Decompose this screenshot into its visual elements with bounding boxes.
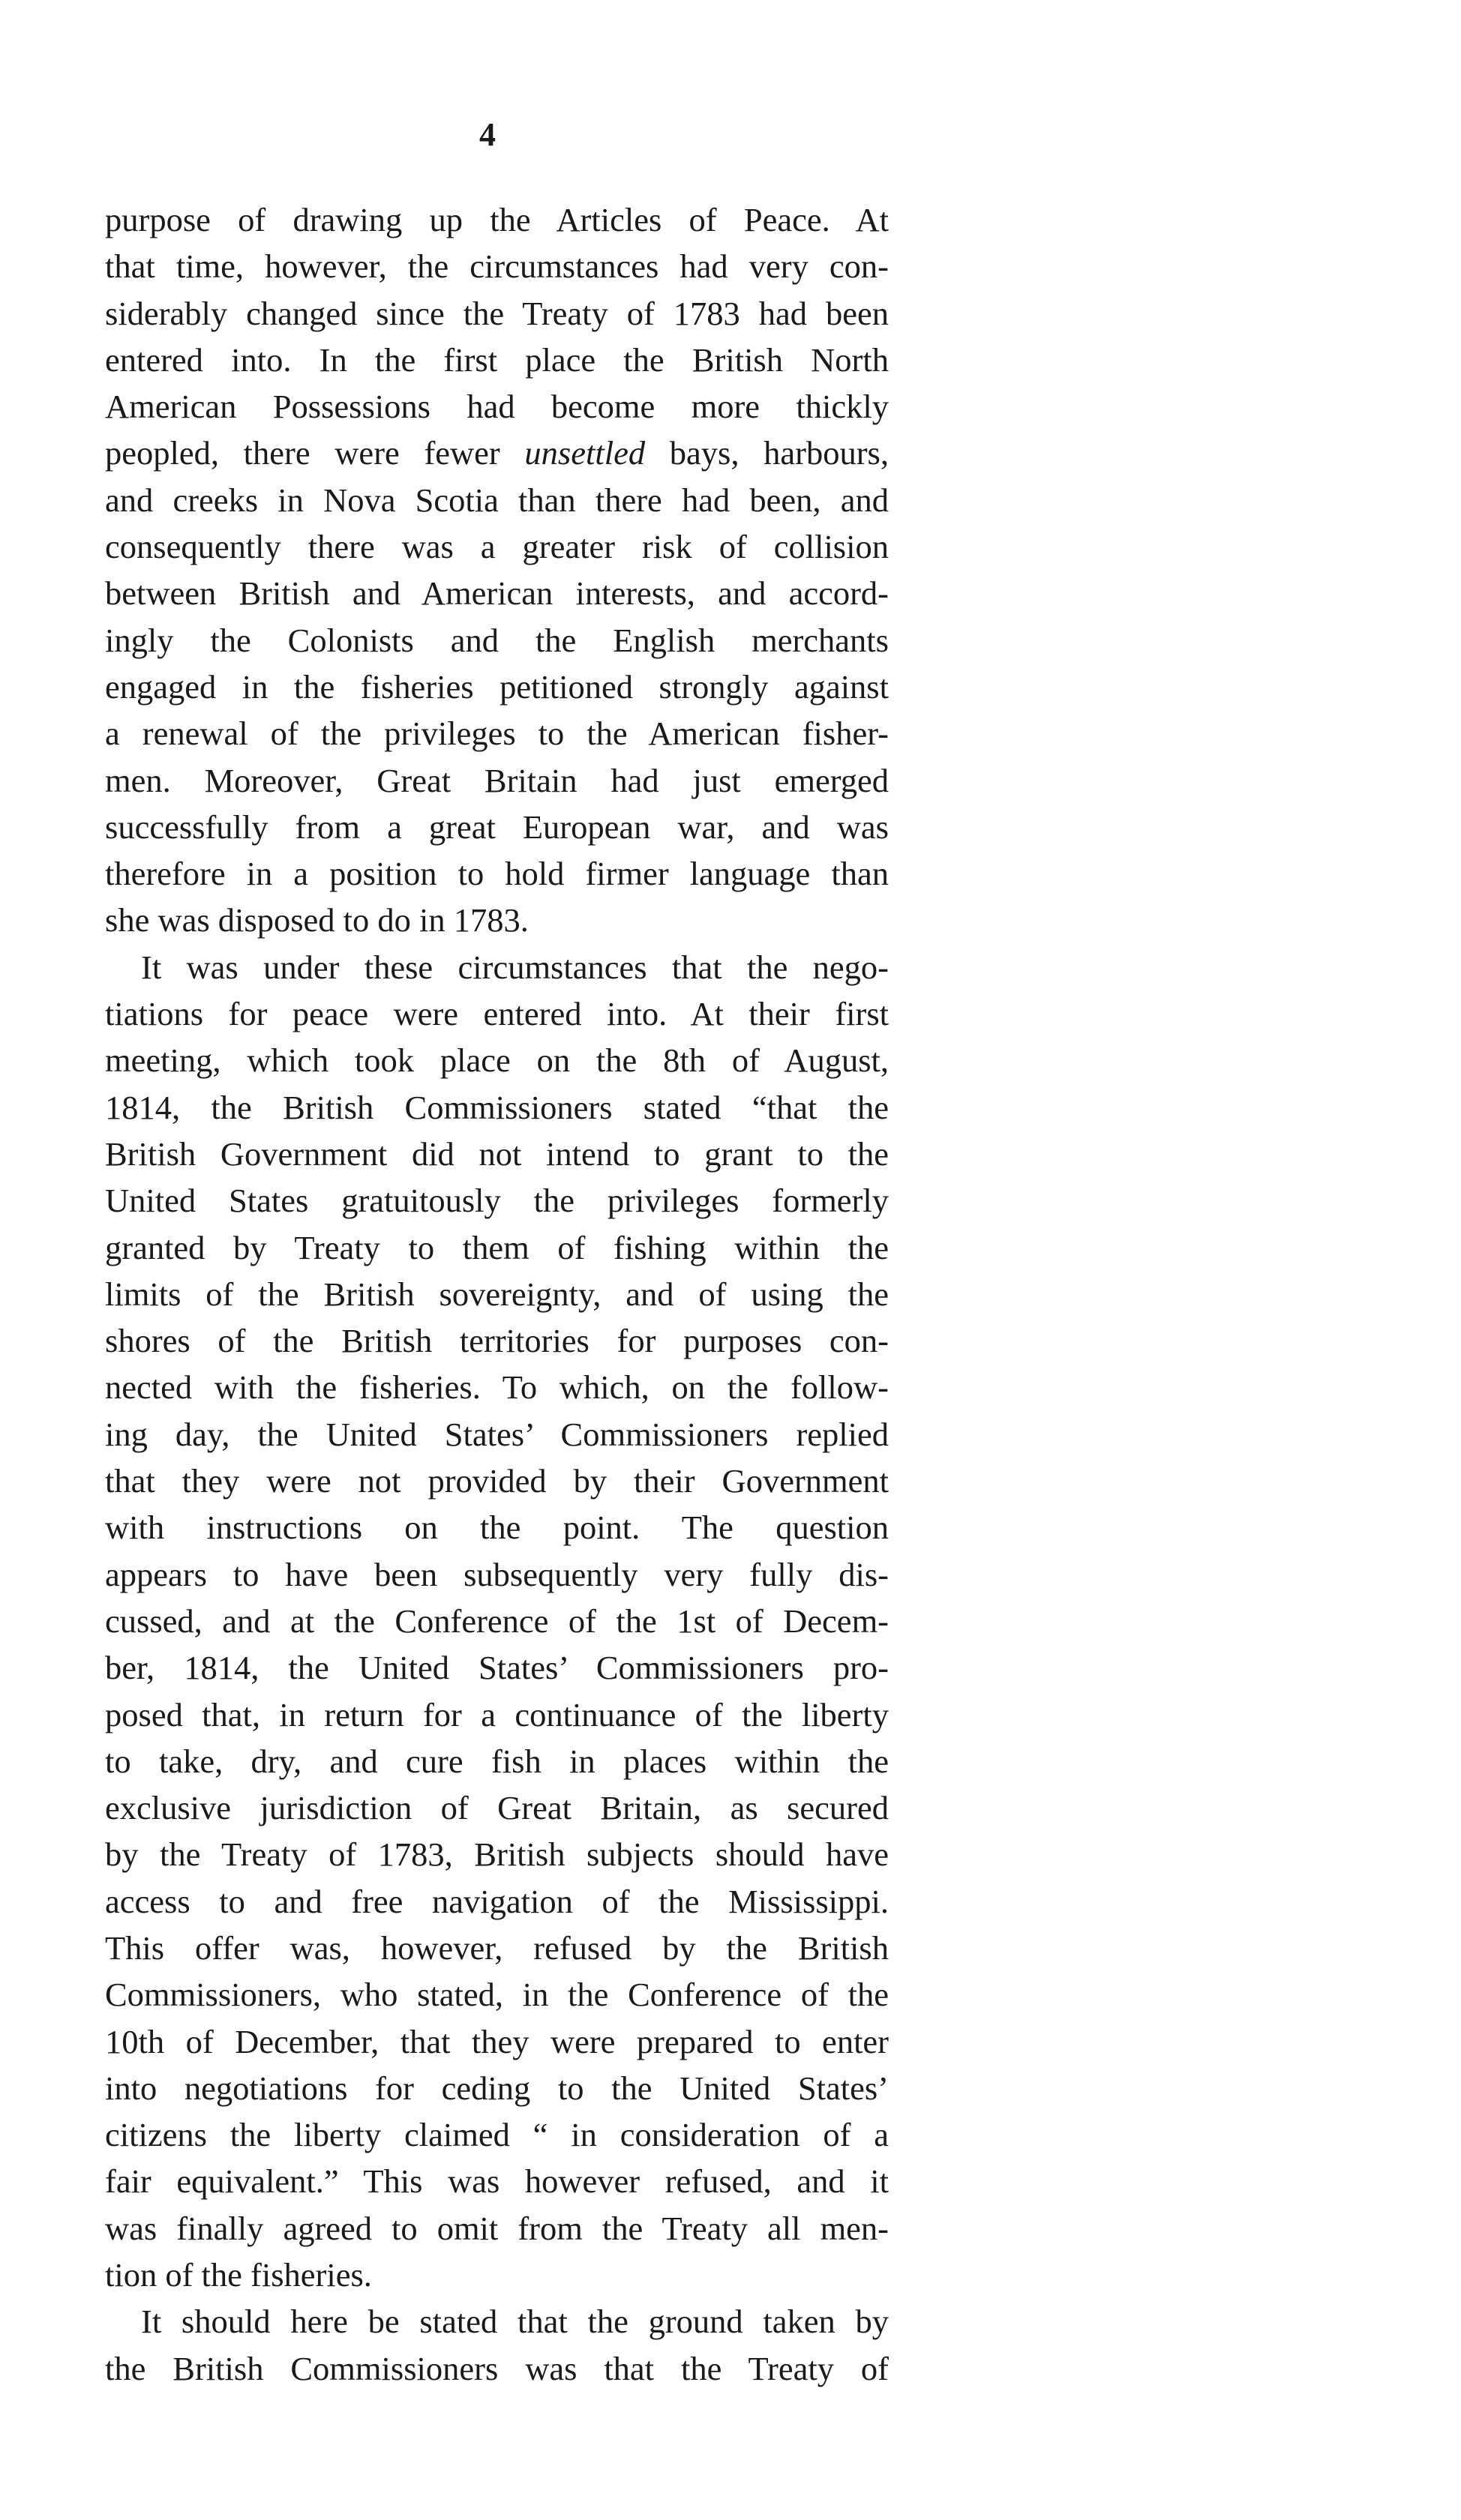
text-line: into negotiations for ceding to the United States’ <box>105 2069 889 2107</box>
text-line: ingly the Colonists and the English merchants <box>105 621 889 659</box>
text-line: American Possessions had become more thickly <box>105 388 889 426</box>
text-segment: peopled, there were fewer <box>105 434 525 472</box>
text-line: and creeks in Nova Scotia than there had been, and <box>105 481 889 519</box>
text-line: a renewal of the privileges to the American fisher- <box>105 715 889 753</box>
text-line: consequently there was a greater risk of collision <box>105 528 889 566</box>
text-line: that time, however, the circumstances had very con- <box>105 247 889 286</box>
text-line: cussed, and at the Conference of the 1st of Decem- <box>105 1602 889 1640</box>
text-line: 10th of December, that they were prepared to enter <box>105 2022 889 2060</box>
text-line: siderably changed since the Treaty of 1783 had been <box>105 294 889 332</box>
text-line: granted by Treaty to them of fishing within the <box>105 1228 889 1266</box>
text-line: was finally agreed to omit from the Treaty all men- <box>105 2209 889 2247</box>
text-line: meeting, which took place on the 8th of August, <box>105 1041 889 1080</box>
text-line: that they were not provided by their Government <box>105 1462 889 1500</box>
text-line: fair equivalent.” This was however refused, and it <box>105 2162 889 2201</box>
paragraph <box>105 944 889 2299</box>
text-line: engaged in the fisheries petitioned strongly against <box>105 667 889 706</box>
text-line: appears to have been subsequently very fully dis- <box>105 1555 889 1593</box>
text-line: This offer was, however, refused by the British <box>105 1928 889 1967</box>
text-line: access to and free navigation of the Mississippi. <box>105 1882 889 1920</box>
body-text <box>105 196 889 2392</box>
text-line: shores of the British territories for purposes con- <box>105 1322 889 1360</box>
text-line: ber, 1814, the United States’ Commissioners pro- <box>105 1649 889 1687</box>
text-line <box>105 430 889 476</box>
text-segment: bays, harbours, <box>645 434 889 472</box>
text-line: It was under these circumstances that the nego- <box>141 948 889 986</box>
text-line: entered into. In the first place the British North <box>105 340 889 379</box>
text-line: tiations for peace were entered into. At their first <box>105 995 889 1033</box>
text-line: she was disposed to do in 1783. <box>105 901 529 939</box>
text-line: to take, dry, and cure fish in places within the <box>105 1742 889 1780</box>
text-line: men. Moreover, Great Britain had just emerged <box>105 761 889 799</box>
italic-text: unsettled <box>524 434 646 472</box>
paragraph <box>105 2298 889 2392</box>
text-line: the British Commissioners was that the Treaty of <box>105 2349 889 2387</box>
text-line: posed that, in return for a continuance of the liberty <box>105 1695 889 1733</box>
text-line: by the Treaty of 1783, British subjects should have <box>105 1835 889 1874</box>
page-number: 4 <box>479 116 496 153</box>
text-line: exclusive jurisdiction of Great Britain, as secured <box>105 1789 889 1827</box>
text-line: It should here be stated that the ground taken by <box>141 2303 889 2341</box>
text-line: tion of the fisheries. <box>105 2256 372 2294</box>
text-line: British Government did not intend to grant to the <box>105 1134 889 1173</box>
text-line: nected with the fisheries. To which, on the follow- <box>105 1368 889 1407</box>
text-line: United States gratuitously the privileges formerly <box>105 1182 889 1220</box>
text-line: Commissioners, who stated, in the Conference of the <box>105 1976 889 2014</box>
text-line: 1814, the British Commissioners stated “that the <box>105 1088 889 1126</box>
text-line: citizens the liberty claimed “ in consideration of a <box>105 2116 889 2154</box>
text-line: limits of the British sovereignty, and of using the <box>105 1275 889 1313</box>
paragraph <box>105 196 889 944</box>
text-line: with instructions on the point. The question <box>105 1509 889 1547</box>
text-line: purpose of drawing up the Articles of Peace. At <box>105 201 889 238</box>
text-line: between British and American interests, and accord- <box>105 574 889 613</box>
text-line: ing day, the United States’ Commissioners replied <box>105 1415 889 1453</box>
text-line: therefore in a position to hold firmer language than <box>105 855 889 893</box>
text-line: successfully from a great European war, and was <box>105 808 889 846</box>
